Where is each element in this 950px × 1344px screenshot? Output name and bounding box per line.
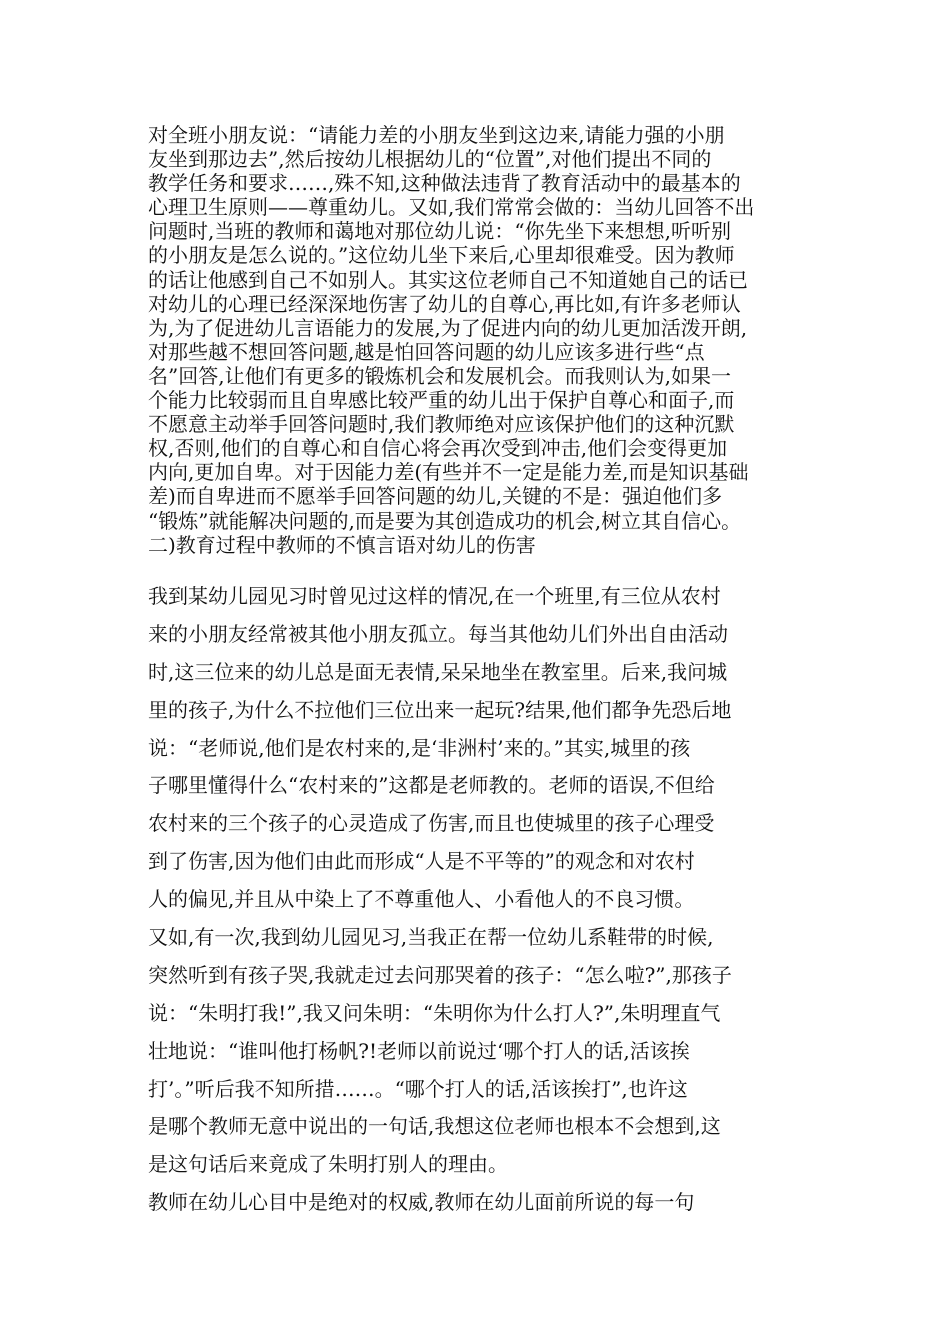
text-line: 突然听到有孩子哭,我就走过去问那哭着的孩子：“怎么啦?”,那孩子 [148,962,732,987]
text-line: 又如,有一次,我到幼儿园见习,当我正在帮一位幼儿系鞋带的时候, [148,925,714,950]
text-line: 壮地说：“谁叫他打杨帆?!老师以前说过‘哪个打人的话,活该挨 [148,1038,690,1063]
text-line: 二)教育过程中教师的不慎言语对幼儿的伤害 [148,532,536,557]
text-line: 名”回答,让他们有更多的锻炼机会和发展机会。而我则认为,如果一 [148,363,731,388]
text-line: 的话让他感到自己不如别人。其实这位老师自己不知道她自己的话已 [148,267,748,292]
text-line: 对幼儿的心理已经深深地伤害了幼儿的自尊心,再比如,有许多老师认 [148,291,741,316]
text-line: 到了伤害,因为他们由此而形成“人是不平等的”的观念和对农村 [148,849,695,874]
text-line: 心理卫生原则——尊重幼儿。又如,我们常常会做的：当幼儿回答不出 [148,195,755,220]
paragraph-dense [148,123,818,557]
text-line: 是这句话后来竟成了朱明打别人的理由。 [148,1152,508,1177]
text-line: 不愿意主动举手回答问题时,我们教师绝对应该保护他们的这种沉默 [148,412,735,437]
text-line: 教学任务和要求……,殊不知,这种做法违背了教育活动中的最基本的 [148,171,741,196]
text-line: 内向,更加自卑。对于因能力差(有些并不一定是能力差,而是知识基础 [148,460,749,485]
text-line: 问题时,当班的教师和蔼地对那位幼儿说：“你先坐下来想想,听听别 [148,219,731,244]
text-line: 为,为了促进幼儿言语能力的发展,为了促进内向的幼儿更加活泼开朗, [148,315,748,340]
text-line: 农村来的三个孩子的心灵造成了伤害,而且也使城里的孩子心理受 [148,811,715,836]
text-line: “锻炼”就能解决问题的,而是要为其创造成功的机会,树立其自信心。 [148,508,742,533]
paragraph-spaced [148,578,818,1222]
text-line: 是哪个教师无意中说出的一句话,我想这位老师也根本不会想到,这 [148,1114,721,1139]
text-line: 人的偏见,并且从中染上了不尊重他人、小看他人的不良习惯。 [148,887,695,912]
text-line: 对全班小朋友说：“请能力差的小朋友坐到这边来,请能力强的小朋 [148,123,725,147]
text-line: 权,否则,他们的自尊心和自信心将会再次受到冲击,他们会变得更加 [148,436,728,461]
text-line: 里的孩子,为什么不拉他们三位出来一起玩?结果,他们都争先恐后地 [148,697,732,722]
text-line: 说：“朱明打我!”,我又问朱明：“朱明你为什么打人?”,朱明理直气 [148,1000,721,1025]
text-line: 子哪里懂得什么“农村来的”这都是老师教的。老师的语误,不但给 [148,773,715,798]
text-line: 教师在幼儿心目中是绝对的权威,教师在幼儿面前所说的每一句 [148,1190,695,1215]
text-line: 的小朋友是怎么说的。”这位幼儿坐下来后,心里却很难受。因为教师 [148,243,735,268]
text-line: 说：“老师说,他们是农村来的,是‘非洲村’来的。”其实,城里的孩 [148,735,691,760]
text-line: 对那些越不想回答问题,越是怕回答问题的幼儿应该多进行些“点 [148,339,705,364]
text-line: 我到某幼儿园见习时曾见过这样的情况,在一个班里,有三位从农村 [148,584,721,608]
text-line: 来的小朋友经常被其他小朋友孤立。每当其他幼儿们外出自由活动 [148,621,728,646]
text-line: 差)而自卑进而不愿举手回答问题的幼儿,关键的不是：强迫他们多 [148,484,723,509]
text-line: 友坐到那边去”,然后按幼儿根据幼儿的“位置”,对他们提出不同的 [148,147,712,172]
text-line: 时,这三位来的幼儿总是面无表情,呆呆地坐在教室里。后来,我问城 [148,659,728,684]
text-line: 个能力比较弱而且自卑感比较严重的幼儿出于保护自尊心和面子,而 [148,388,735,413]
text-line: 打’。”听后我不知所措……。“哪个打人的话,活该挨打”,也许这 [148,1076,688,1101]
